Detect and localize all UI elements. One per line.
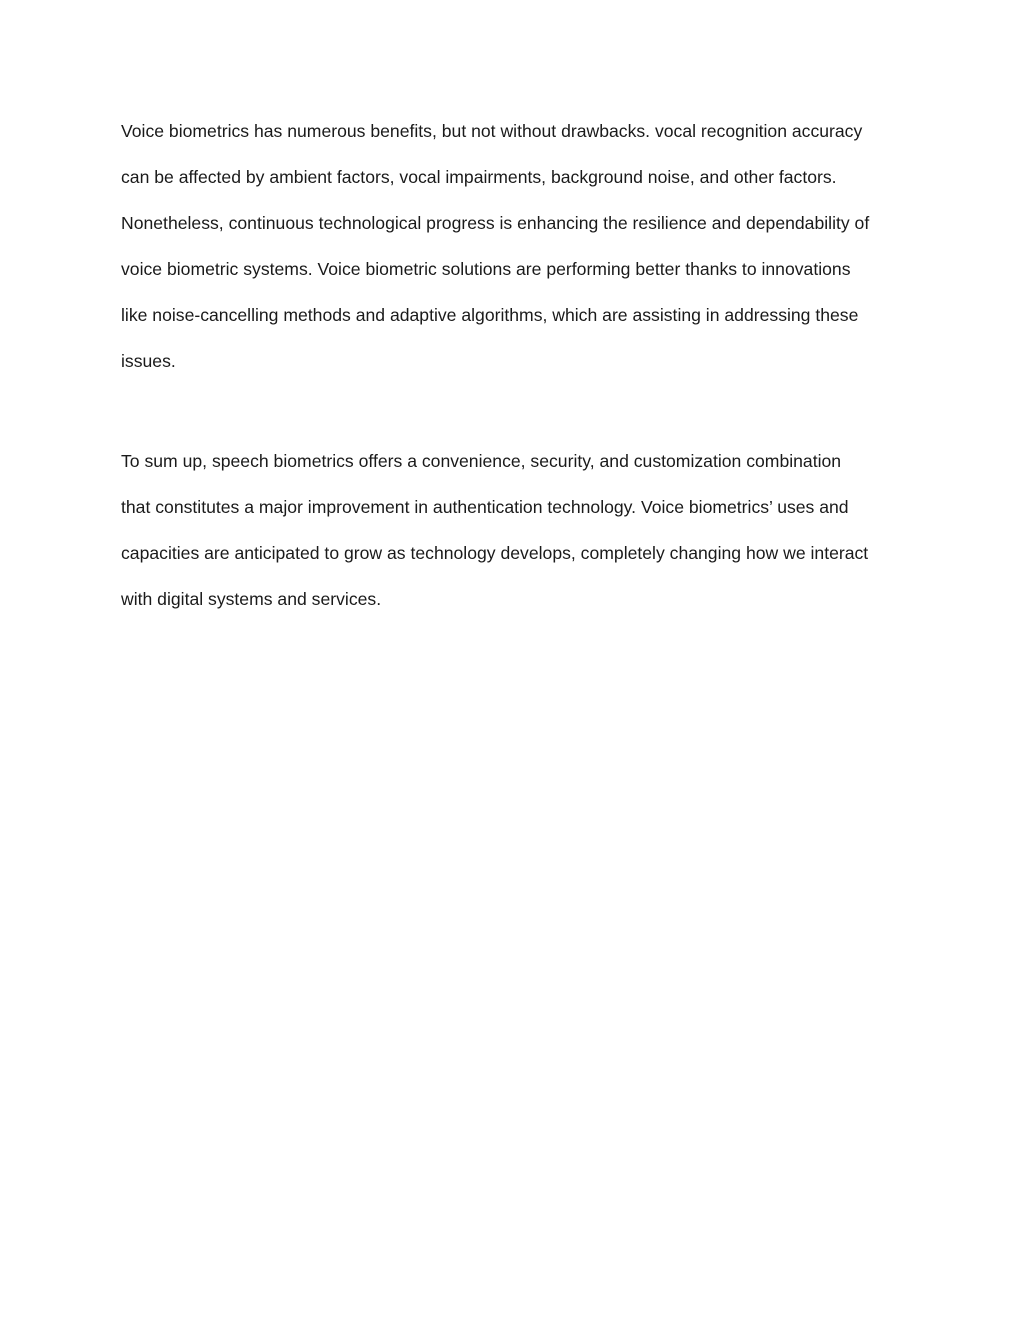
paragraph-line: with digital systems and services. — [121, 589, 382, 609]
paragraph-line: like noise-cancelling methods and adaptive algorithms, which are assisting in addressing these — [121, 305, 859, 325]
paragraph-voice-biometrics-drawbacks — [121, 108, 921, 384]
paragraph-line: Nonetheless, continuous technological progress is enhancing the resilience and dependability of — [121, 213, 870, 233]
paragraph-line: capacities are anticipated to grow as technology develops, completely changing how we interact — [121, 543, 869, 563]
paragraph-line: Voice biometrics has numerous benefits, but not without drawbacks. vocal recognition accuracy — [121, 121, 863, 141]
paragraph-line: issues. — [121, 351, 176, 371]
paragraph-line: that constitutes a major improvement in authentication technology. Voice biometrics’ uses and — [121, 497, 849, 517]
paragraph-line: To sum up, speech biometrics offers a convenience, security, and customization combination — [121, 451, 842, 471]
paragraph-line: voice biometric systems. Voice biometric solutions are performing better thanks to innovations — [121, 259, 851, 279]
paragraph-line: can be affected by ambient factors, vocal impairments, background noise, and other factors. — [121, 167, 837, 187]
paragraph-conclusion — [121, 438, 921, 622]
